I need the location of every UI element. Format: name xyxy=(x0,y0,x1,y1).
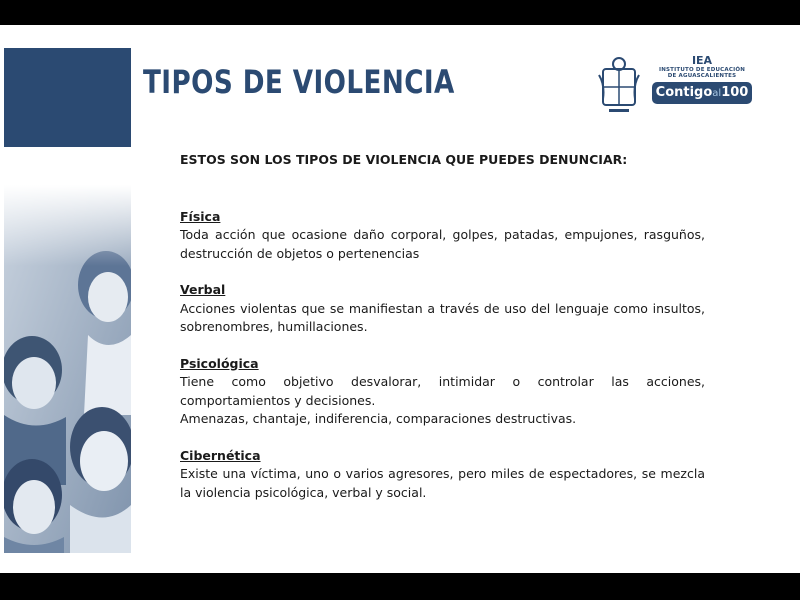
section-heading: ESTOS SON LOS TIPOS DE VIOLENCIA QUE PUEDES DENUNCIAR: xyxy=(180,152,628,167)
institute-name-line2: DE AGUASCALIENTES xyxy=(667,73,737,79)
section-title: Cibernética xyxy=(180,447,261,463)
section-psicologica xyxy=(180,355,705,429)
slide xyxy=(0,25,800,573)
state-seal-icon xyxy=(597,55,641,115)
page-title: TIPOS DE VIOLENCIA xyxy=(143,63,455,101)
section-text: Existe una víctima, uno o varios agresores, pero miles de espectadores, se mezcla la violencia psicológica, verbal y social. xyxy=(180,466,705,500)
title-accent-box xyxy=(4,48,131,147)
institute-name-line1: INSTITUTO DE EDUCACIÓN xyxy=(658,67,746,73)
contigo-badge xyxy=(652,82,752,104)
section-title: Física xyxy=(180,208,221,224)
contigo-al: al xyxy=(712,88,722,99)
section-title: Verbal xyxy=(180,282,226,297)
contigo-text: Contigo xyxy=(655,85,713,100)
iea-acronym: IEA xyxy=(691,54,713,67)
section-text: Amenazas, chantaje, indiferencia, comparaciones destructivas. xyxy=(180,411,577,426)
contigo-hundred: 100 xyxy=(721,85,749,100)
section-text: Acciones violentas que se manifiestan a través de uso del lenguaje como insultos, sobrenombres, humillaciones. xyxy=(180,300,705,334)
section-cibernetica xyxy=(180,447,705,503)
section-title: Psicológica xyxy=(180,355,259,371)
iea-logo xyxy=(597,55,757,117)
children-photo xyxy=(4,185,131,553)
iea-wordmark xyxy=(647,55,757,104)
section-verbal xyxy=(180,281,705,337)
section-text: Tiene como objetivo desvalorar, intimidar o controlar las acciones, comportamientos y decisiones. xyxy=(180,374,705,408)
section-fisica xyxy=(180,208,705,264)
content xyxy=(180,151,705,520)
section-text: Toda acción que ocasione daño corporal, golpes, patadas, empujones, rasguños, destrucción de objetos o pertenencias xyxy=(180,227,705,261)
